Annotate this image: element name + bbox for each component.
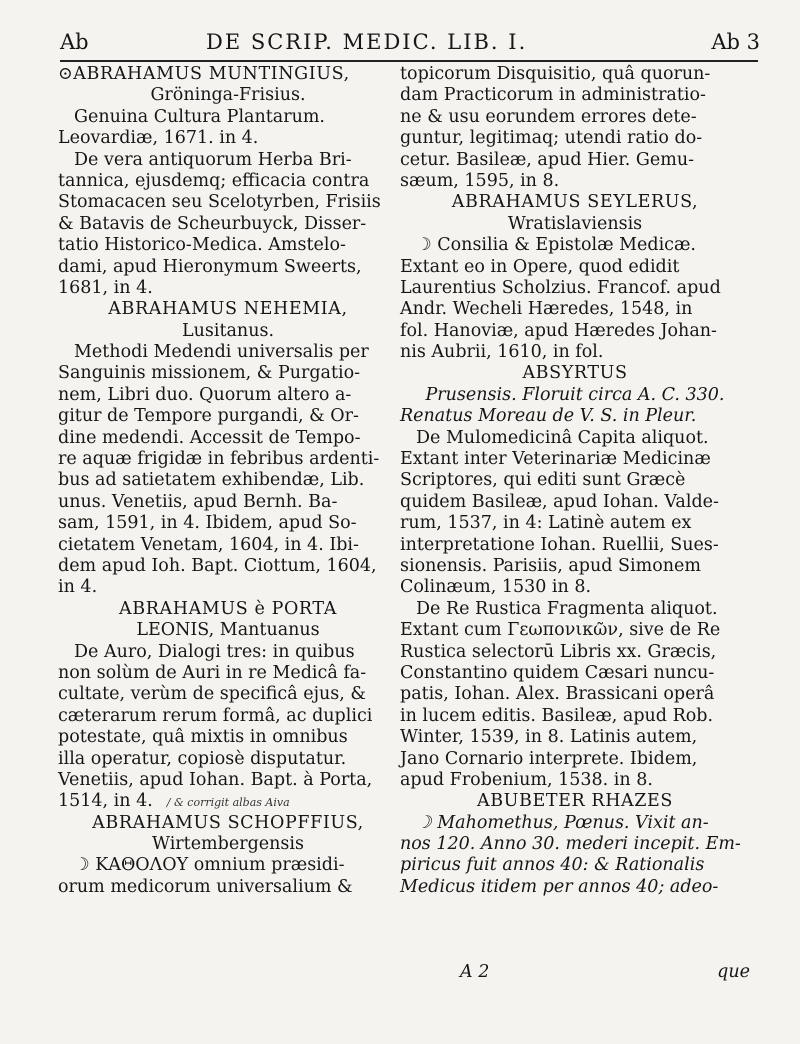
text-line: [400, 171, 750, 192]
line-text: tatio Historico-Medica. Amstelo-: [58, 235, 346, 256]
line-text: re aquæ frigidæ in febribus ardenti-: [58, 449, 380, 470]
line-text: ABRAHAMUS NEHEMIA,: [108, 299, 348, 320]
line-text: dine medendi. Accessit de Tempo-: [58, 427, 361, 448]
text-line: [58, 492, 398, 513]
text-line: [400, 85, 750, 106]
text-line: [400, 877, 750, 898]
line-text: Renatus Moreau de V. S. in Pleur.: [400, 406, 697, 427]
text-line: [400, 192, 750, 213]
text-line: [400, 385, 750, 406]
line-text: dam Practicorum in administratio-: [400, 85, 706, 106]
line-text: Wirtembergensis: [152, 834, 304, 855]
line-text: Prusensis. Floruit circa A. C. 330.: [425, 384, 725, 405]
line-text: sæum, 1595, in 8.: [400, 170, 560, 191]
line-text: rum, 1537, in 4: Latinè autem ex: [400, 513, 692, 534]
line-text: LEONIS, Mantuanus: [136, 620, 320, 641]
text-line: [400, 556, 750, 577]
text-line: [58, 342, 398, 363]
text-line: [400, 834, 750, 855]
line-text: Colinæum, 1530 in 8.: [400, 577, 592, 598]
text-line: [58, 620, 398, 641]
text-line: [58, 599, 398, 620]
text-line: [400, 642, 750, 663]
line-text: cietatem Venetam, 1604, in 4. Ibi-: [58, 534, 359, 555]
text-line: [58, 513, 398, 534]
text-line: [58, 257, 398, 278]
text-line: [400, 107, 750, 128]
line-text: in lucem editis. Basileæ, apud Rob.: [400, 705, 714, 726]
line-text: tannica, ejusdemq; efficacia contra: [58, 170, 370, 191]
text-line: [58, 749, 398, 770]
text-line: [400, 599, 750, 620]
line-text: topicorum Disquisitio, quâ quorun-: [400, 64, 711, 84]
header-left: Ab: [60, 30, 89, 54]
line-text: patis, Iohan. Alex. Brassicani operâ: [400, 684, 715, 705]
line-text: bus ad satietatem exhibendæ, Lib.: [58, 470, 365, 491]
line-text: ne & usu eorundem errores dete-: [400, 106, 697, 127]
line-text: Lusitanus.: [181, 320, 275, 341]
line-text: dami, apud Hieronymum Sweerts,: [58, 256, 362, 277]
line-text: Extant eo in Opere, quod edidit: [400, 256, 680, 277]
text-line: [58, 128, 398, 149]
text-line: [400, 64, 750, 85]
text-line: [400, 406, 750, 427]
text-line: [400, 470, 750, 491]
text-line: [58, 470, 398, 491]
text-line: [58, 171, 398, 192]
line-text: potestate, quâ mixtis in omnibus: [58, 727, 348, 748]
text-line: [58, 684, 398, 705]
text-line: [58, 192, 398, 213]
text-line: [58, 642, 398, 663]
text-line: [58, 727, 398, 748]
text-line: [58, 577, 398, 598]
text-line: [58, 706, 398, 727]
page-footer: [400, 962, 750, 986]
text-line: [400, 855, 750, 876]
text-line: [58, 235, 398, 256]
line-text: ☽ ΚΑΘΟΛΟΥ omnium præsidi-: [74, 855, 345, 876]
text-line: [400, 449, 750, 470]
text-line: [58, 428, 398, 449]
line-text: De Re Rustica Fragmenta aliquot.: [416, 598, 718, 619]
text-line: [58, 877, 398, 898]
line-text: ☽ Consilia & Epistolæ Medicæ.: [416, 235, 696, 256]
line-text: De Mulomedicinâ Capita aliquot.: [416, 427, 709, 448]
line-text: guntur, legitimaq; utendi ratio do-: [400, 128, 703, 149]
text-line: [400, 620, 750, 641]
text-line: [58, 449, 398, 470]
line-text: Gröninga-Frisius.: [150, 85, 306, 106]
line-text: dem apud Ioh. Bapt. Ciottum, 1604,: [58, 555, 377, 576]
header-rule: [60, 60, 758, 62]
text-line: [58, 107, 398, 128]
line-text: & Batavis de Scheurbuyck, Disser-: [58, 213, 367, 234]
text-line: [58, 535, 398, 556]
text-line: [400, 428, 750, 449]
line-text: quidem Basileæ, apud Iohan. Valde-: [400, 491, 719, 512]
line-text: nem, Libri duo. Quorum altero a-: [58, 384, 352, 405]
text-line: [58, 363, 398, 384]
text-line: [400, 342, 750, 363]
line-text: Extant cum Γεωπονικῶν, sive de Re: [400, 620, 721, 641]
running-head: [60, 30, 760, 60]
line-text: Scriptores, qui editi sunt Græcè: [400, 470, 686, 491]
line-text: ⊙ABRAHAMUS MUNTINGIUS,: [58, 64, 350, 84]
catchword: que: [717, 962, 750, 982]
text-line: [58, 64, 398, 85]
line-text: ABUBETER RHAZES: [476, 791, 674, 812]
line-text: interpretatione Iohan. Ruellii, Sues-: [400, 534, 719, 555]
line-text: unus. Venetiis, apud Bernh. Ba-: [58, 491, 338, 512]
text-line: [400, 791, 750, 812]
text-line: [400, 663, 750, 684]
header-right: Ab 3: [711, 30, 760, 54]
right-column: [400, 64, 750, 898]
line-text: sam, 1591, in 4. Ibidem, apud So-: [58, 513, 357, 534]
line-text: Genuina Cultura Plantarum.: [74, 106, 325, 127]
text-line: [400, 278, 750, 299]
line-text: non solùm de Auri in re Medicâ fa-: [58, 662, 367, 683]
line-text: cultate, verùm de specificâ ejus, &: [58, 684, 366, 705]
text-line: [58, 556, 398, 577]
text-line: [58, 385, 398, 406]
text-line: [58, 406, 398, 427]
line-text: cæterarum rerum formâ, ac duplici: [58, 705, 373, 726]
line-text: Laurentius Scholzius. Francof. apud: [400, 277, 721, 298]
text-line: [400, 321, 750, 342]
text-line: [400, 492, 750, 513]
text-line: [400, 235, 750, 256]
text-line: [58, 321, 398, 342]
line-text: De vera antiquorum Herba Bri-: [74, 149, 352, 170]
text-line: [58, 663, 398, 684]
line-text: Constantino quidem Cæsari nuncu-: [400, 662, 715, 683]
text-line: [58, 855, 398, 876]
line-text: Rustica selectorū Libris xx. Græcis,: [400, 641, 717, 662]
text-line: [400, 749, 750, 770]
line-text: ABRAHAMUS SEYLERUS,: [451, 192, 699, 213]
text-line: [400, 513, 750, 534]
text-line: [400, 363, 750, 384]
line-text: Wratislaviensis: [507, 213, 643, 234]
line-text: Sanguinis missionem, & Purgatio-: [58, 363, 361, 384]
line-text: orum medicorum universalium &: [58, 876, 353, 897]
text-line: [58, 791, 398, 812]
text-line: [400, 813, 750, 834]
line-text: fol. Hanoviæ, apud Hæredes Johan-: [400, 320, 717, 341]
line-text: piricus fuit annos 40: & Rationalis: [400, 855, 705, 876]
line-text: Leovardiæ, 1671. in 4.: [58, 128, 259, 149]
line-text: ABRAHAMUS SCHOPFFIUS,: [92, 812, 364, 833]
line-text: Methodi Medendi universalis per: [74, 342, 369, 363]
line-text: ABSYRTUS: [522, 363, 628, 384]
text-line: [400, 577, 750, 598]
text-line: [58, 85, 398, 106]
text-line: [58, 278, 398, 299]
line-text: illa operatur, copiosè disputatur.: [58, 748, 347, 769]
text-line: [58, 214, 398, 235]
line-text: 1681, in 4.: [58, 277, 153, 298]
text-line: [400, 214, 750, 235]
text-line: [400, 535, 750, 556]
text-line: [400, 684, 750, 705]
line-text: Medicus itidem per annos 40; adeo-: [400, 876, 719, 897]
text-line: [400, 299, 750, 320]
text-line: [400, 727, 750, 748]
line-text: apud Frobenium, 1538. in 8.: [400, 769, 653, 790]
line-text: gitur de Tempore purgandi, & Or-: [58, 406, 359, 427]
line-text: ☽ Mahomethus, Pœnus. Vixit an-: [416, 812, 709, 833]
line-text: Jano Cornario interprete. Ibidem,: [400, 748, 698, 769]
line-text: nos 120. Anno 30. mederi incepit. Em-: [400, 834, 741, 855]
line-text: Winter, 1539, in 8. Latinis autem,: [400, 727, 698, 748]
text-line: [400, 770, 750, 791]
line-text: sionensis. Parisiis, apud Simonem: [400, 555, 701, 576]
line-text: Andr. Wecheli Hæredes, 1548, in: [400, 299, 693, 320]
line-text: Extant inter Veterinariæ Medicinæ: [400, 449, 711, 470]
text-line: [58, 299, 398, 320]
line-text: Venetiis, apud Iohan. Bapt. à Porta,: [58, 769, 373, 790]
text-line: [400, 706, 750, 727]
text-line: [58, 813, 398, 834]
line-text: nis Aubrii, 1610, in fol.: [400, 342, 604, 363]
text-line: [58, 150, 398, 171]
handwritten-annotation: / & corrigit albas Aiva: [166, 796, 290, 810]
line-text: 1514, in 4.: [58, 791, 153, 812]
line-text: in 4.: [58, 577, 98, 598]
text-line: [58, 770, 398, 791]
text-line: [400, 257, 750, 278]
left-column: [58, 64, 398, 898]
text-line: [400, 128, 750, 149]
line-text: De Auro, Dialogi tres: in quibus: [74, 641, 355, 662]
text-line: [58, 834, 398, 855]
line-text: ABRAHAMUS è PORTA: [119, 598, 337, 619]
text-line: [400, 150, 750, 171]
line-text: Stomacacen seu Scelotyrben, Frisiis: [58, 192, 381, 213]
header-title: DE SCRIP. MEDIC. LIB. I.: [206, 30, 528, 54]
line-text: cetur. Basileæ, apud Hier. Gemu-: [400, 149, 694, 170]
signature-mark: A 2: [460, 962, 490, 982]
